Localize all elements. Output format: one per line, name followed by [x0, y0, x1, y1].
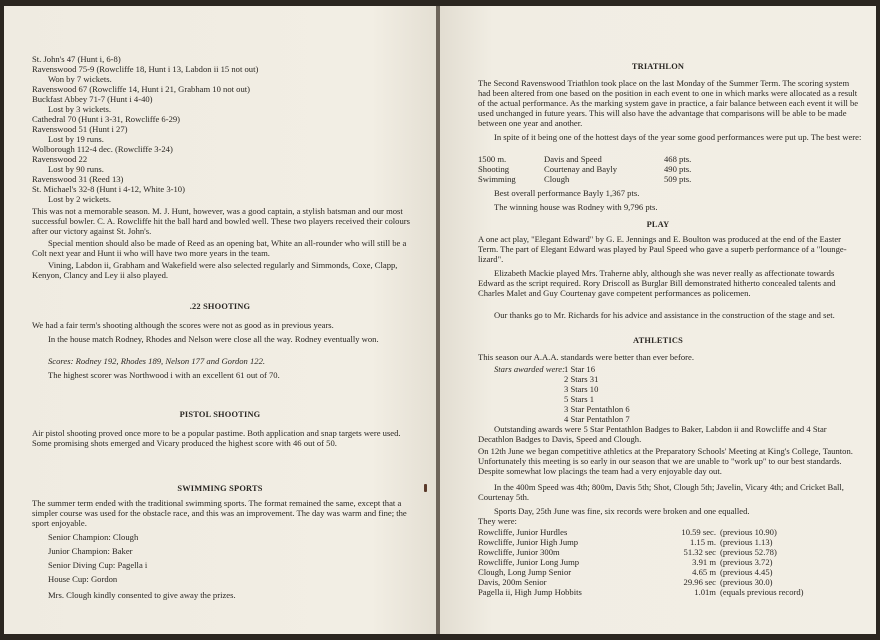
record-value: 10.59 sec.: [681, 527, 716, 537]
shooting-paragraph: We had a fair term's shooting although the scores were not as good as in previous years.: [32, 320, 334, 330]
records-table: [478, 527, 804, 597]
cricket-summary-paragraph: Special mention should also be made of Reed as an opening bat, White an all-rounder who will still be a Colt next year and Hunt ii who will have two more years in the team.: [32, 238, 407, 258]
star-award: 3 Stars 10: [564, 384, 599, 394]
event-cell: Swimming: [478, 174, 516, 184]
record-name: Davis, 200m Senior: [478, 577, 547, 587]
table-row: [478, 537, 804, 547]
swimming-champion: Senior Diving Cup: Pagella i: [48, 560, 148, 570]
event-cell: 1500 m.: [478, 154, 507, 164]
star-award: 3 Star Pentathlon 6: [564, 404, 630, 414]
record-previous: (previous 30.0): [720, 577, 773, 587]
result-line: Wolborough 112-4 dec. (Rowcliffe 3-24): [32, 144, 173, 154]
swimming-champion: Senior Champion: Clough: [48, 532, 139, 542]
result-line: Ravenswood 75-9 (Rowcliffe 18, Hunt i 13, Labdon ii 15 not out): [32, 64, 259, 74]
record-value: 29.96 sec: [683, 577, 716, 587]
athletics-paragraph: In the 400m Speed was 4th; 800m, Davis 5th; Shot, Clough 5th; Javelin, Vicary 4th; and Cricket Ball, Courtenay 5th.: [478, 482, 844, 502]
record-previous: (equals previous record): [720, 587, 804, 597]
swimming-paragraph: The summer term ended with the traditional swimming sports. The format remained the same, except that a simpler course was used for the obstacle race, and this was an improvement. The day was warm and fine; the sport enjoyable.: [32, 498, 407, 528]
result-line: Lost by 90 runs.: [48, 164, 104, 174]
triathlon-paragraph: In spite of it being one of the hottest days of the year some good performances were put up. The best were:: [494, 132, 862, 142]
record-value: 1.15 m.: [689, 537, 716, 547]
play-paragraph: Elizabeth Mackie played Mrs. Traherne ably, although she was never really as affectionate towards Edward as the script required. Rory Driscoll as Burglar Bill demonstrated hitherto concealed talents and Charles Malet and Guy Courtenay gave competent performances as policemen.: [478, 268, 836, 298]
athletics-intro: This season our A.A.A. standards were better than ever before.: [478, 352, 694, 362]
table-row: [478, 527, 804, 537]
record-value: 3.91 m: [692, 557, 716, 567]
star-award: 4 Star Pentathlon 7: [564, 414, 630, 424]
swimming-champion: House Cup: Gordon: [48, 574, 118, 584]
athlete-cell: Davis and Speed: [544, 154, 602, 164]
result-line: Ravenswood 22: [32, 154, 88, 164]
play-heading: PLAY: [646, 220, 670, 229]
points-cell: 490 pts.: [664, 164, 692, 174]
pistol-heading: PISTOL SHOOTING: [179, 410, 261, 419]
right-page: [440, 6, 876, 634]
result-line: Ravenswood 51 (Hunt i 27): [32, 124, 128, 134]
result-line: Lost by 19 runs.: [48, 134, 104, 144]
result-line: Won by 7 wickets.: [48, 74, 112, 84]
result-line: Ravenswood 31 (Reed 13): [32, 174, 124, 184]
shooting-paragraph: In the house match Rodney, Rhodes and Nelson were close all the way. Rodney eventually won.: [48, 334, 379, 344]
shooting-heading: .22 SHOOTING: [189, 302, 251, 311]
table-row: [478, 154, 691, 164]
triathlon-paragraph: The Second Ravenswood Triathlon took place on the last Monday of the Summer Term. The scoring system had been altered from one based on the position in each event to one in which marks were allocated as a result of the actual performance. As the marking system gave in practice, a fair balance between each event it will be used unchanged in future years. This will also have the advantage that comparisons will be able to be made between one year and another.: [478, 78, 859, 128]
record-previous: (previous 4.45): [720, 567, 773, 577]
record-previous: (previous 1.13): [720, 537, 773, 547]
athletics-paragraph: Outstanding awards were 5 Star Pentathlon Badges to Baker, Labdon ii and Rowcliffe and 4 Star Decathlon Badges to Davis, Speed and Clough.: [478, 424, 827, 444]
record-name: Rowcliffe, Junior Long Jump: [478, 557, 580, 567]
ink-mark: [424, 484, 427, 492]
record-name: Rowcliffe, Junior High Jump: [478, 537, 579, 547]
table-row: [478, 557, 804, 567]
cricket-summary-paragraph: Vining, Labdon ii, Grabham and Wakefield were also selected regularly and Simmonds, Coxe, Clapp, Kenyon, Clancy and Ley ii also played.: [32, 260, 398, 280]
table-row: [478, 577, 804, 587]
record-name: Rowcliffe, Junior 300m: [478, 547, 560, 557]
swimming-closing: Mrs. Clough kindly consented to give away the prizes.: [48, 590, 236, 600]
triathlon-heading: TRIATHLON: [631, 62, 685, 71]
pistol-paragraph: Air pistol shooting proved once more to be a popular pastime. Both application and snap targets were used. Some promising shots emerged and Vicary produced the highest score with 46 out of 50.: [32, 428, 401, 448]
record-previous: (previous 10.90): [720, 527, 777, 537]
table-row: [478, 587, 804, 597]
points-cell: 509 pts.: [664, 174, 692, 184]
cricket-summary-paragraph: This was not a memorable season. M. J. Hunt, however, was a good captain, a stylish batsman and our most successful bowler. C. A. Rowcliffe hit the ball hard and bowled well. These two players received their colours after our victory against St. John's.: [32, 206, 410, 236]
triathlon-best-overall: Best overall performance Bayly 1,367 pts.: [494, 188, 640, 198]
star-award: 5 Stars 1: [564, 394, 595, 404]
athletics-heading: ATHLETICS: [632, 336, 684, 345]
record-name: Clough, Long Jump Senior: [478, 567, 572, 577]
table-row: [478, 174, 691, 184]
record-name: Pagella ii, High Jump Hobbits: [478, 587, 582, 597]
event-cell: Shooting: [478, 164, 510, 174]
result-line: Buckfast Abbey 71-7 (Hunt i 4-40): [32, 94, 153, 104]
left-page: [4, 6, 436, 634]
triathlon-winning-house: The winning house was Rodney with 9,796 pts.: [494, 202, 658, 212]
result-line: Ravenswood 67 (Rowcliffe 14, Hunt i 21, Grabham 10 not out): [32, 84, 250, 94]
result-line: Cathedral 70 (Hunt i 3-31, Rowcliffe 6-29): [32, 114, 181, 124]
result-line: St. Michael's 32-8 (Hunt i 4-12, White 3-10): [32, 184, 185, 194]
table-row: [478, 164, 691, 174]
athletics-sports-day: Sports Day, 25th June was fine, six records were broken and one equalled.: [494, 506, 750, 516]
record-previous: (previous 52.78): [720, 547, 777, 557]
swimming-heading: SWIMMING SPORTS: [177, 484, 263, 493]
record-value: 1.01m: [694, 587, 716, 597]
table-row: [478, 547, 804, 557]
record-value: 4.65 m: [692, 567, 716, 577]
records-they-were: They were:: [478, 516, 517, 526]
athlete-cell: Clough: [544, 174, 570, 184]
result-line: Lost by 3 wickets.: [48, 104, 112, 114]
record-previous: (previous 3.72): [720, 557, 773, 567]
shooting-highest: The highest scorer was Northwood i with an excellent 61 out of 70.: [48, 370, 280, 380]
shooting-scores: Scores: Rodney 192, Rhodes 189, Nelson 177 and Gordon 122.: [48, 356, 266, 366]
athletics-paragraph: On 12th June we began competitive athletics at the Preparatory Schools' Meeting at King's College, Taunton. Unfortunately this meeting is so early in our season that we are unable to "work up" to our best standards. Despite somewhat low placings the team had a very enjoyable day out.: [478, 446, 853, 476]
star-award: 2 Stars 31: [564, 374, 599, 384]
stars-label: Stars awarded were:: [494, 364, 565, 374]
swimming-champion: Junior Champion: Baker: [48, 546, 133, 556]
star-award: 1 Star 16: [564, 364, 596, 374]
play-paragraph: A one act play, "Elegant Edward" by G. E. Jennings and E. Boulton was produced at the end of the Easter Term. The part of Elegant Edward was played by Paul Speed who gave a superb performance of a "lounge-lizard".: [478, 234, 847, 264]
points-cell: 468 pts.: [664, 154, 692, 164]
triathlon-table: [478, 154, 691, 184]
result-line: St. John's 47 (Hunt i, 6-8): [32, 54, 121, 64]
record-name: Rowcliffe, Junior Hurdles: [478, 527, 568, 537]
record-value: 51.32 sec: [683, 547, 716, 557]
play-paragraph: Our thanks go to Mr. Richards for his advice and assistance in the construction of the stage and set.: [494, 310, 835, 320]
result-line: Lost by 2 wickets.: [48, 194, 112, 204]
table-row: [478, 567, 804, 577]
athlete-cell: Courtenay and Bayly: [544, 164, 618, 174]
